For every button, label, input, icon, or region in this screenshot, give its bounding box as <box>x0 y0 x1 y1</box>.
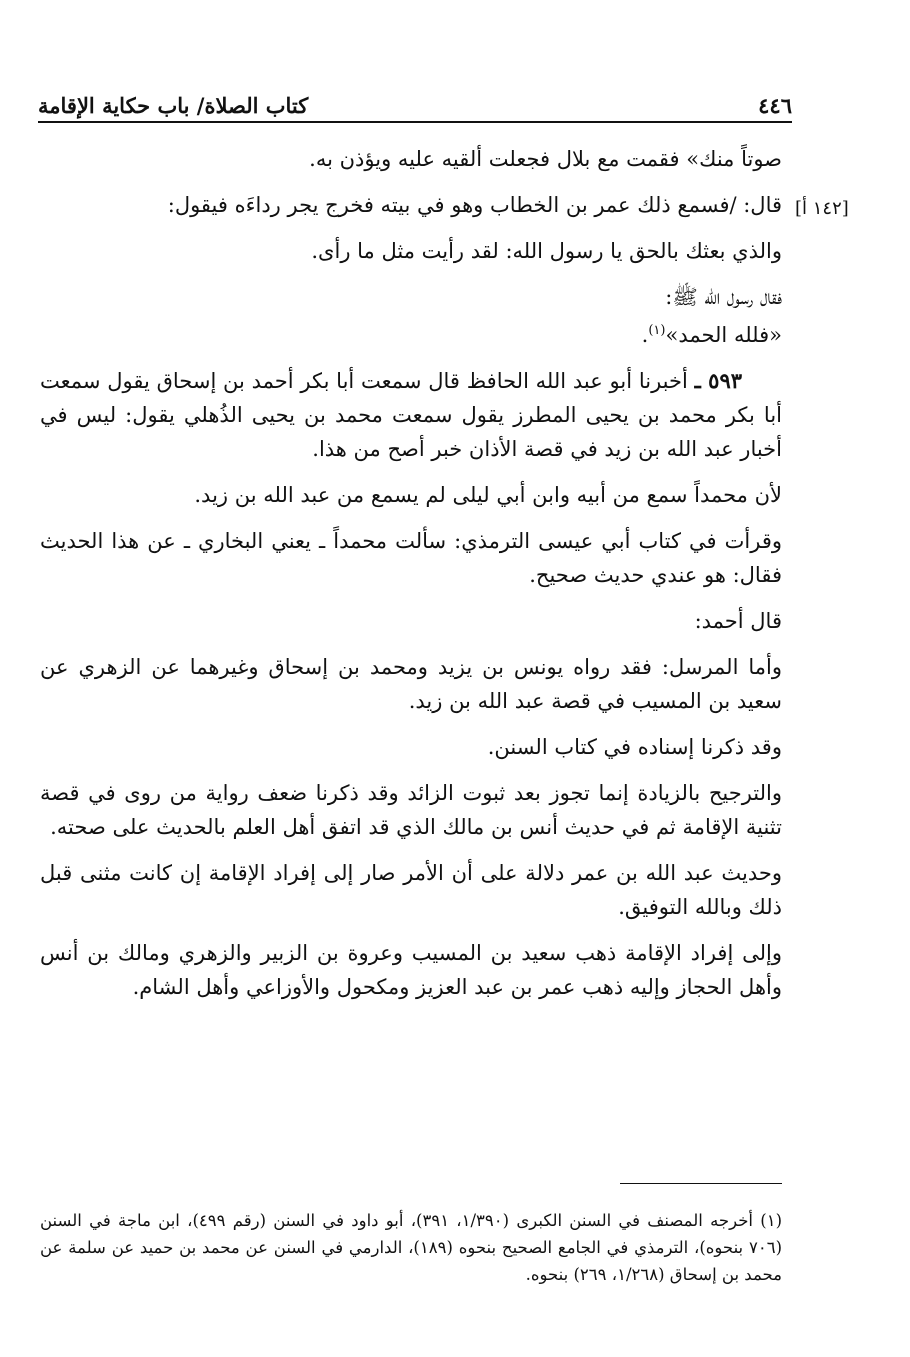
paragraph: قال: /فسمع ذلك عمر بن الخطاب وهو في بيته فخرج يجر رداءَه فيقول: <box>167 193 782 217</box>
paragraph: فقال رسول الله ﷺ: <box>665 285 782 309</box>
paragraph: وقرأت في كتاب أبي عيسى الترمذي: سألت محمداً ـ يعني البخاري ـ عن هذا الحديث فقال: هو عندي حديث صحيح. <box>40 529 782 587</box>
footnote-rule <box>620 1183 782 1184</box>
quote-text: «فلله الحمد» <box>665 323 782 347</box>
paragraph: صوتاً منك» فقمت مع بلال فجعلت ألقيه عليه ويؤذن به. <box>309 147 782 171</box>
footnote: (١) أخرجه المصنف في السنن الكبرى (١/٣٩٠، ٣٩١)، أبو داود في السنن (رقم ٤٩٩)، ابن ماجة في السنن (٧٠٦ بنحوه)، الترمذي في الجامع الصحيح بنحوه (١٨٩)، الدارمي في السنن عن محمد بن حميد عن سلمة عن محمد بن إسحاق (١/٢٦٨، ٢٦٩) بنحوه. <box>40 1211 782 1284</box>
quote-end: . <box>641 323 649 347</box>
header-rule <box>38 121 792 123</box>
footnote-reference: (١) <box>648 323 666 338</box>
running-title: كتاب الصلاة/ باب حكاية الإقامة <box>38 93 309 118</box>
hadith-paragraph <box>40 364 782 466</box>
paragraph: وحديث عبد الله بن عمر دلالة على أن الأمر صار إلى إفراد الإقامة إن كانت مثنى قبل ذلك وبالله التوفيق. <box>40 861 782 919</box>
hadith-number: ٥٩٣ ـ <box>694 368 743 393</box>
margin-folio-note: [١٤٢ أ] <box>795 198 849 219</box>
paragraph-quote <box>40 314 782 352</box>
page-header <box>38 78 792 118</box>
paragraph: والترجيح بالزيادة إنما تجوز بعد ثبوت الزائد وقد ذكرنا ضعف رواية من روى في قصة تثنية الإقامة ثم في حديث أنس بن مالك الذي قد اتفق أهل العلم بالحديث على صحته. <box>40 781 782 839</box>
main-text <box>40 142 782 1016</box>
paragraph: لأن محمداً سمع من أبيه وابن أبي ليلى لم يسمع من عبد الله بن زيد. <box>194 483 782 507</box>
paragraph: وإلى إفراد الإقامة ذهب سعيد بن المسيب وعروة بن الزبير والزهري ومالك بن أنس وأهل الحجاز وإليه ذهب عمر بن عبد العزيز ومكحول والأوزاعي وأهل الشام. <box>40 941 782 999</box>
paragraph: قال أحمد: <box>694 609 782 633</box>
paragraph: والذي بعثك بالحق يا رسول الله: لقد رأيت مثل ما رأى. <box>311 239 782 263</box>
paragraph: وأما المرسل: فقد رواه يونس بن يزيد ومحمد بن إسحاق وغيرهما عن الزهري عن سعيد بن المسيب في قصة عبد الله بن زيد. <box>40 655 782 713</box>
page-number: ٤٤٦ <box>758 93 792 118</box>
paragraph: وقد ذكرنا إسناده في كتاب السنن. <box>487 735 782 759</box>
hadith-text: أخبرنا أبو عبد الله الحافظ قال سمعت أبا بكر أحمد بن إسحاق يقول سمعت أبا بكر محمد بن يحيى المطرز يقول سمعت محمد بن يحيى الذُهلي يقول: ليس في أخبار عبد الله بن زيد في قصة الأذان خبر أصح من هذا. <box>40 369 782 461</box>
